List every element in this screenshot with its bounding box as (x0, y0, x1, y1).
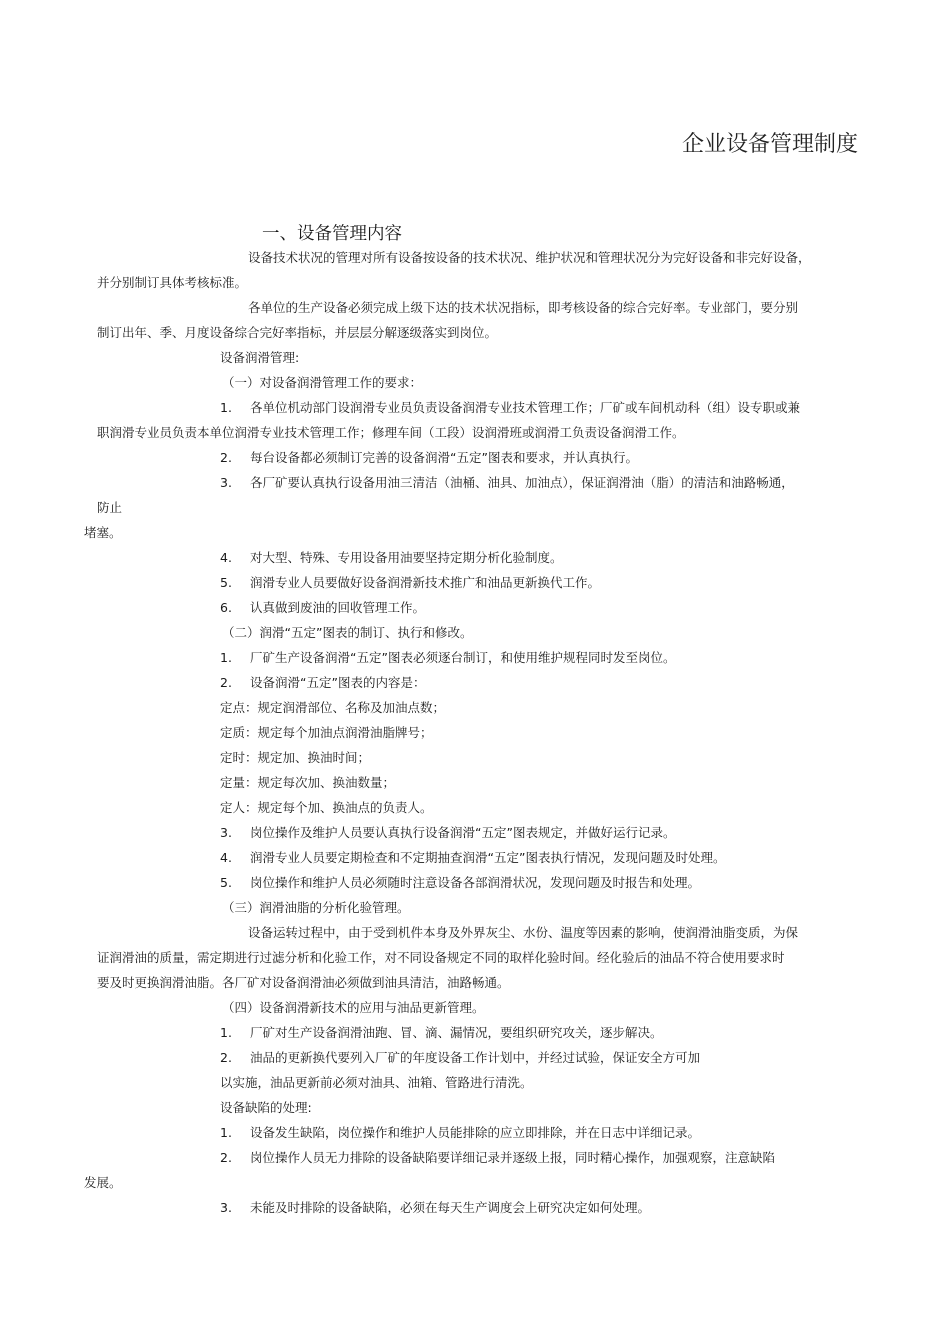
section-heading: 一、设备管理内容 (262, 224, 402, 244)
definition-line: 定时：规定加、换油时间； (220, 750, 371, 765)
paragraph-line: 设备技术状况的管理对所有设备按设备的技术状况、维护状况和管理状况分为完好设备和非完好设备， (248, 250, 811, 265)
item-text: 厂矿生产设备润滑“五定”图表必须逐台制订，和使用维护规程同时发至岗位。 (250, 650, 676, 665)
list-item (220, 825, 675, 841)
paragraph-line: 证润滑油的质量，需定期进行过滤分析和化验工作，对不同设备规定不同的取样化验时间。经化验后的油品不符合使用要求时 (97, 950, 785, 965)
list-item (220, 850, 725, 866)
item-number: 4. (220, 550, 232, 565)
paragraph-line: 堵塞。 (84, 525, 122, 540)
list-item (220, 600, 425, 616)
definition-line: 定人：规定每个加、换油点的负责人。 (220, 800, 433, 815)
document-title: 企业设备管理制度 (681, 132, 858, 157)
subsection-heading: （一）对设备润滑管理工作的要求： (222, 375, 423, 390)
item-text: 对大型、特殊、专用设备用油要坚持定期分析化验制度。 (250, 550, 563, 565)
item-number: 2. (220, 675, 232, 690)
list-item (220, 675, 425, 691)
item-number: 2. (220, 1050, 232, 1065)
list-item (220, 450, 638, 466)
item-text: 各单位机动部门设润滑专业员负责设备润滑专业技术管理工作；厂矿或车间机动科（组）设专职或兼 (250, 400, 801, 415)
definition-line: 定质：规定每个加油点润滑油脂牌号； (220, 725, 433, 740)
list-item (220, 875, 700, 891)
subsection-heading: （三）润滑油脂的分析化验管理。 (222, 900, 410, 915)
subsection-heading: （四）设备润滑新技术的应用与油品更新管理。 (222, 1000, 485, 1015)
item-number: 3. (220, 825, 232, 840)
item-number: 4. (220, 850, 232, 865)
list-item (220, 400, 800, 416)
item-text: 各厂矿要认真执行设备用油三清洁（油桶、油具、加油点），保证润滑油（脂）的清洁和油路畅通， (250, 475, 794, 490)
item-text: 厂矿对生产设备润滑油跑、冒、滴、漏情况，要组织研究攻关，逐步解决。 (250, 1025, 663, 1040)
item-text: 设备发生缺陷，岗位操作和维护人员能排除的应立即排除，并在日志中详细记录。 (250, 1125, 701, 1140)
list-item (220, 1200, 650, 1216)
item-number: 1. (220, 1125, 232, 1140)
paragraph-line: 发展。 (84, 1175, 122, 1190)
item-text: 未能及时排除的设备缺陷，必须在每天生产调度会上研究决定如何处理。 (250, 1200, 651, 1215)
paragraph-line: 制订出年、季、月度设备综合完好率指标，并层层分解逐级落实到岗位。 (97, 325, 498, 340)
subsection-label: 设备缺陷的处理: (220, 1100, 312, 1115)
subsection-heading: （二）润滑“五定”图表的制订、执行和修改。 (222, 625, 473, 640)
subsection-label: 设备润滑管理: (220, 350, 300, 365)
list-item (220, 1050, 700, 1066)
item-number: 3. (220, 475, 232, 490)
paragraph-line: 各单位的生产设备必须完成上级下达的技术状况指标，即考核设备的综合完好率。专业部门，要分别 (248, 300, 799, 315)
paragraph-line: 以实施，油品更新前必须对油具、油箱、管路进行清洗。 (220, 1075, 533, 1090)
item-text: 岗位操作及维护人员要认真执行设备润滑“五定”图表规定，并做好运行记录。 (250, 825, 676, 840)
paragraph-line: 职润滑专业员负责本单位润滑专业技术管理工作；修理车间（工段）设润滑班或润滑工负责设备润滑工作。 (97, 425, 685, 440)
paragraph-line: 设备运转过程中，由于受到机件本身及外界灰尘、水份、温度等因素的影响，使润滑油脂变质，为保 (248, 925, 799, 940)
item-number: 1. (220, 650, 232, 665)
paragraph-line: 要及时更换润滑油脂。各厂矿对设备润滑油必须做到油具清洁，油路畅通。 (97, 975, 510, 990)
list-item (220, 550, 563, 566)
item-text: 岗位操作和维护人员必须随时注意设备各部润滑状况，发现问题及时报告和处理。 (250, 875, 701, 890)
item-text: 岗位操作人员无力排除的设备缺陷要详细记录并逐级上报，同时精心操作，加强观察，注意缺陷 (250, 1150, 776, 1165)
list-item (220, 1025, 663, 1041)
item-number: 6. (220, 600, 232, 615)
paragraph-line: 并分别制订具体考核标准。 (97, 275, 248, 290)
item-text: 每台设备都必须制订完善的设备润滑“五定”图表和要求，并认真执行。 (250, 450, 638, 465)
item-text: 润滑专业人员要做好设备润滑新技术推广和油品更新换代工作。 (250, 575, 601, 590)
item-text: 设备润滑“五定”图表的内容是： (250, 675, 426, 690)
item-number: 2. (220, 450, 232, 465)
item-number: 3. (220, 1200, 232, 1215)
list-item (220, 575, 600, 591)
item-number: 1. (220, 1025, 232, 1040)
item-number: 2. (220, 1150, 232, 1165)
paragraph-line: 防止 (97, 500, 123, 515)
item-number: 1. (220, 400, 232, 415)
definition-line: 定点：规定润滑部位、名称及加油点数； (220, 700, 446, 715)
list-item (220, 1150, 775, 1166)
item-text: 认真做到废油的回收管理工作。 (250, 600, 426, 615)
definition-line: 定量：规定每次加、换油数量； (220, 775, 396, 790)
list-item (220, 650, 675, 666)
list-item (220, 1125, 700, 1141)
list-item (220, 475, 794, 491)
item-text: 润滑专业人员要定期检查和不定期抽查润滑“五定”图表执行情况，发现问题及时处理。 (250, 850, 726, 865)
item-text: 油品的更新换代要列入厂矿的年度设备工作计划中，并经过试验，保证安全方可加 (250, 1050, 701, 1065)
item-number: 5. (220, 875, 232, 890)
item-number: 5. (220, 575, 232, 590)
